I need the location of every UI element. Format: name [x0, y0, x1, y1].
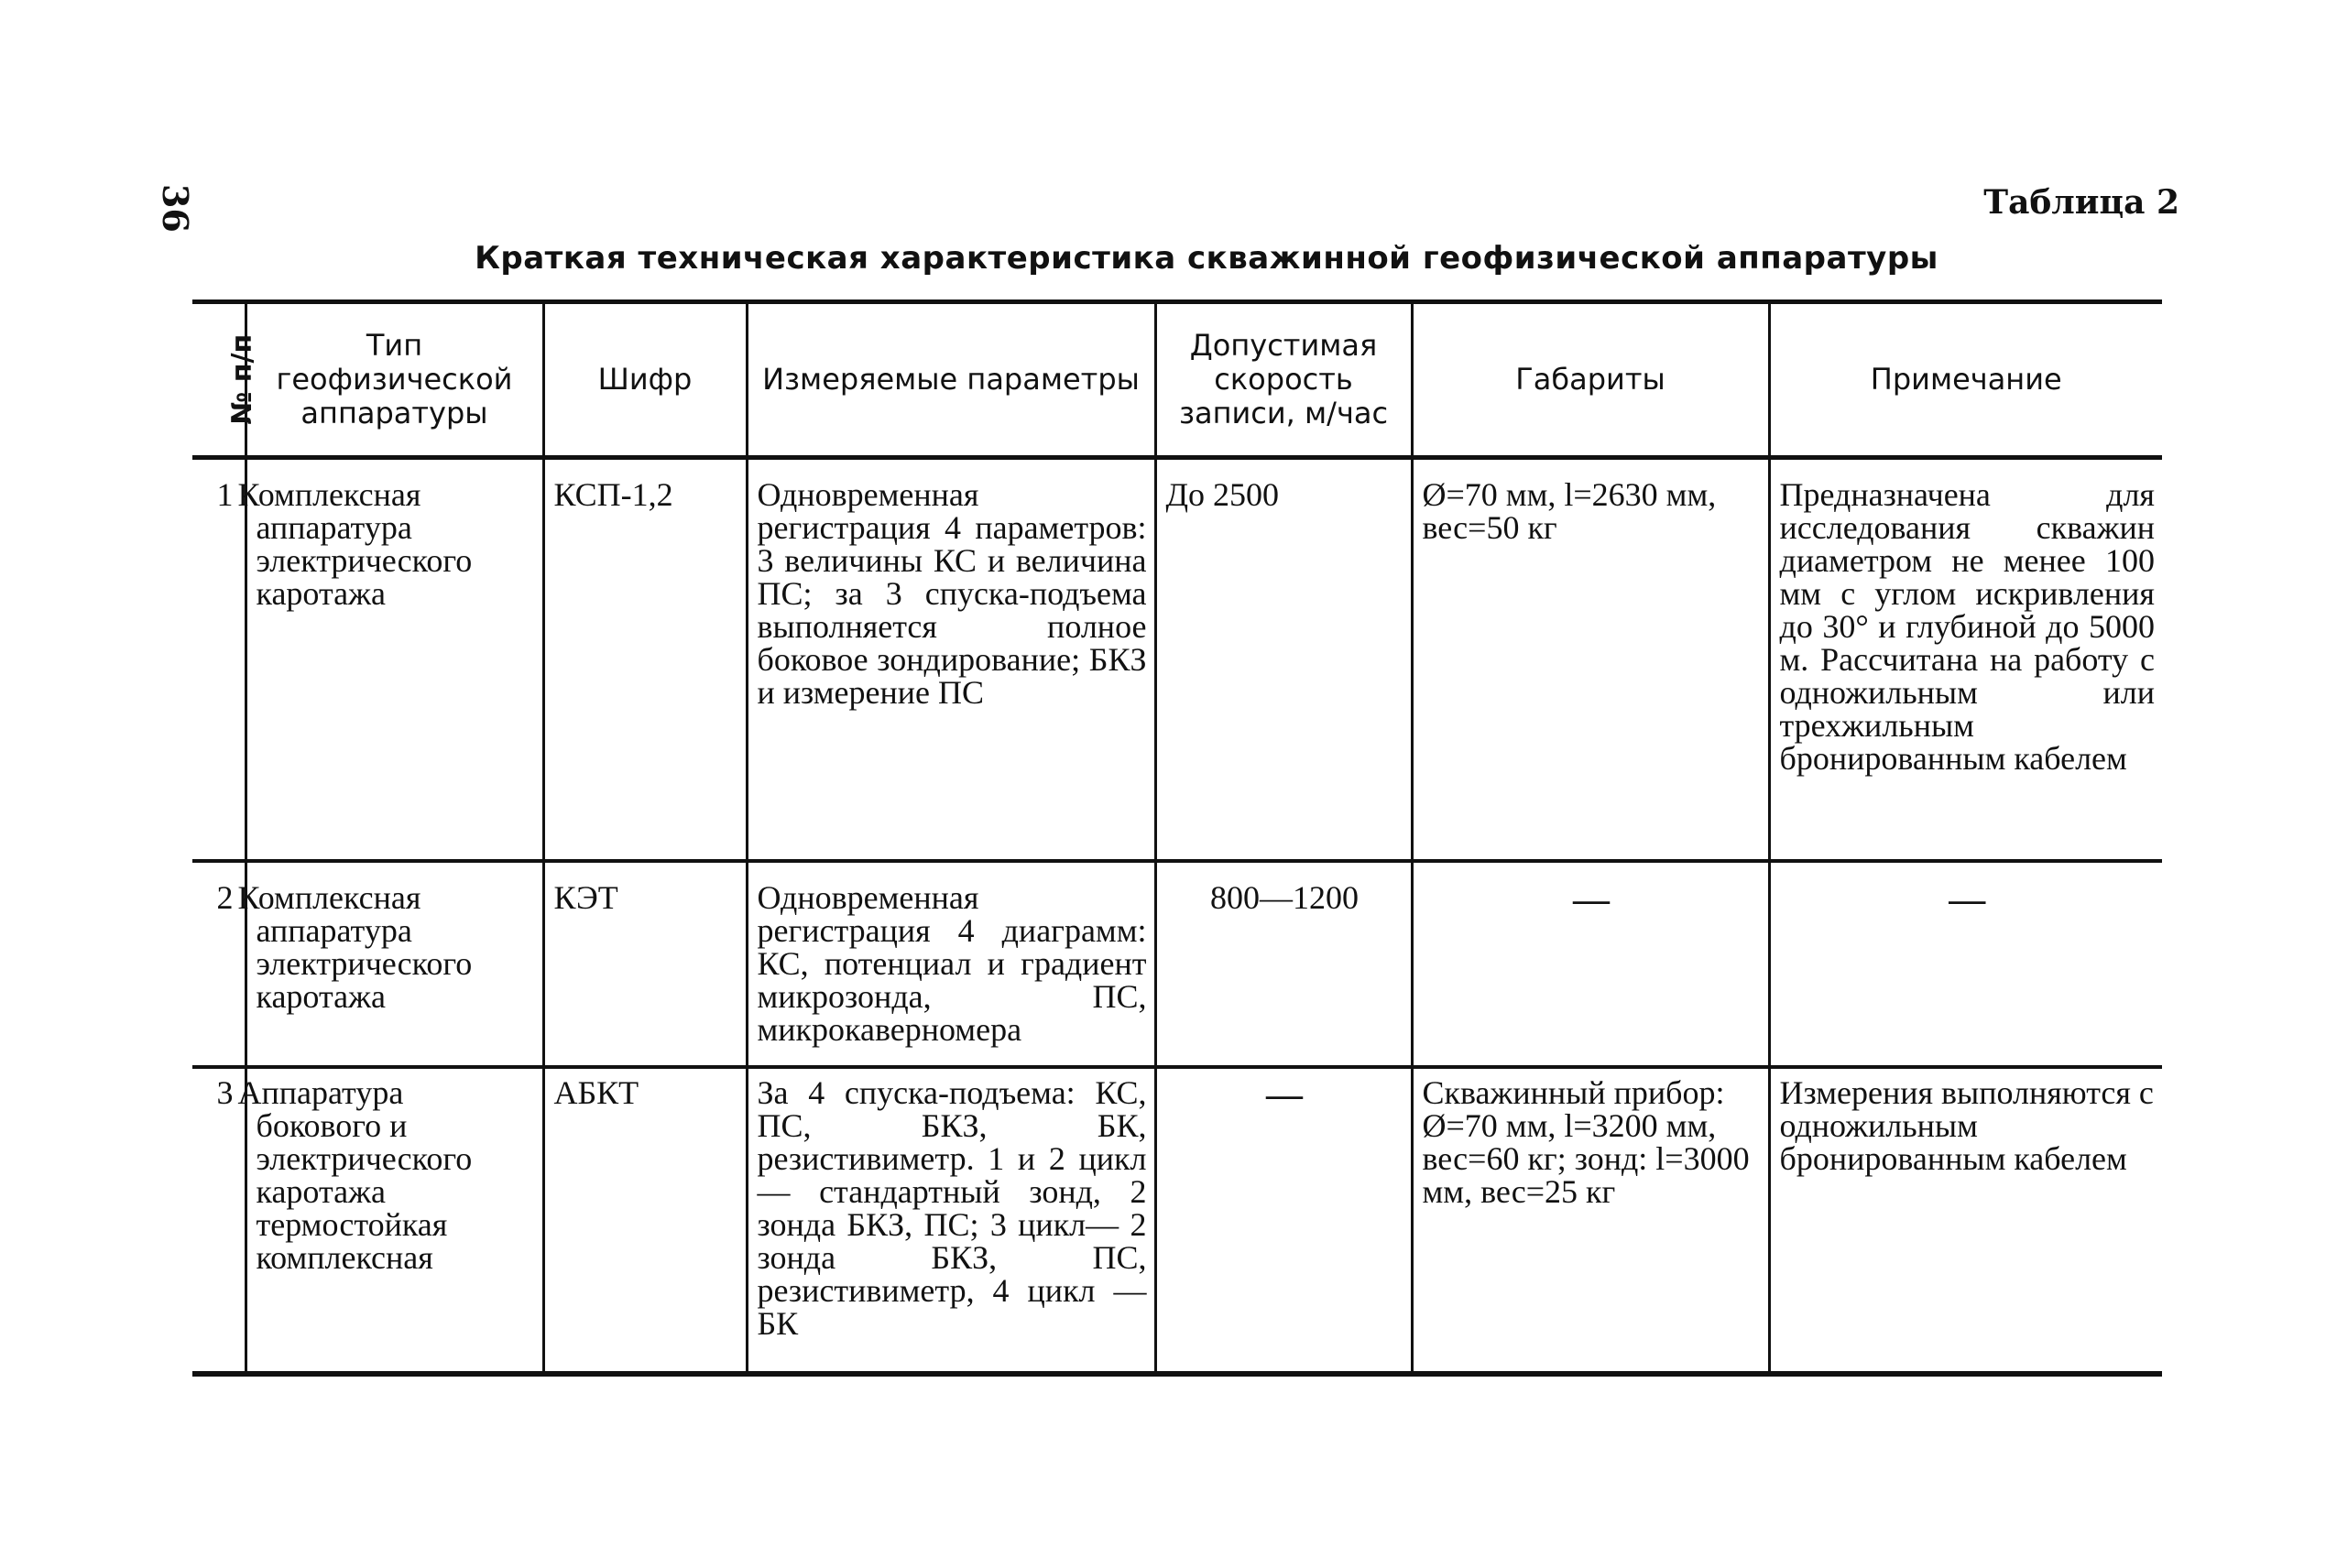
header-code: Шифр — [543, 302, 747, 458]
table-row — [192, 458, 2162, 861]
cell-type: Комплексная аппаратура электрического каротажа — [246, 458, 543, 861]
header-type: Тип геофизической аппаратуры — [246, 302, 543, 458]
cell-notes: Измерения выполняются с одножильным бронированным кабелем — [1769, 1067, 2162, 1374]
cell-dims: — — [1412, 861, 1769, 1067]
cell-type: Комплексная аппаратура электрического каротажа — [246, 861, 543, 1067]
cell-speed: 800—1200 — [1155, 861, 1412, 1067]
cell-notes: — — [1769, 861, 2162, 1067]
cell-params: За 4 спуска-подъема: КС, ПС, БКЗ, БК, резистивиметр. 1 и 2 цикл — стандартный зонд, 2 зонда БКЗ, ПС; 3 цикл— 2 зонда БКЗ, ПС, резистивиметр, 4 цикл — БК — [747, 1067, 1155, 1374]
equipment-table — [192, 299, 2162, 1377]
table-row — [192, 1067, 2162, 1374]
cell-params: Одновременная регистрация 4 диаграмм: КС, потенциал и градиент микрозонда, ПС, микрокаверномера — [747, 861, 1155, 1067]
header-speed: Допустимая скорость записи, м/час — [1155, 302, 1412, 458]
cell-notes: Предназначена для исследования скважин диаметром не менее 100 мм с углом искривления до 30° и глубиной до 5000 м. Рассчитана на работу с одножильным или трехжильным бронированным кабелем — [1769, 458, 2162, 861]
cell-type: Аппаратура бокового и электрического каротажа термостойкая комплексная — [246, 1067, 543, 1374]
header-dims: Габариты — [1412, 302, 1769, 458]
cell-dims: Ø=70 мм, l=2630 мм, вес=50 кг — [1412, 458, 1769, 861]
page-number: 36 — [154, 184, 196, 233]
table-row — [192, 861, 2162, 1067]
header-params: Измеряемые параметры — [747, 302, 1155, 458]
page-title: Краткая техническая характеристика скважинной геофизической аппаратуры — [475, 240, 1938, 277]
cell-num: 2 — [216, 878, 234, 916]
cell-code: КСП-1,2 — [543, 458, 747, 861]
cell-code: КЭТ — [543, 861, 747, 1067]
header-num: № п/п — [192, 302, 246, 458]
cell-dims: Скважинный прибор: Ø=70 мм, l=3200 мм, вес=60 кг; зонд: l=3000 мм, вес=25 кг — [1412, 1067, 1769, 1374]
cell-code: АБКТ — [543, 1067, 747, 1374]
cell-num: 1 — [216, 476, 234, 513]
table-header-row — [192, 302, 2162, 458]
cell-speed: — — [1155, 1067, 1412, 1374]
header-notes: Примечание — [1769, 302, 2162, 458]
cell-params: Одновременная регистрация 4 параметров: 3 величины КС и величина ПС; за 3 спуска-подъема выполняется полное боковое зондирование; БКЗ и измерение ПС — [747, 458, 1155, 861]
cell-num: 3 — [216, 1073, 234, 1111]
cell-speed: До 2500 — [1155, 458, 1412, 861]
table-label: Таблица 2 — [1983, 183, 2179, 222]
